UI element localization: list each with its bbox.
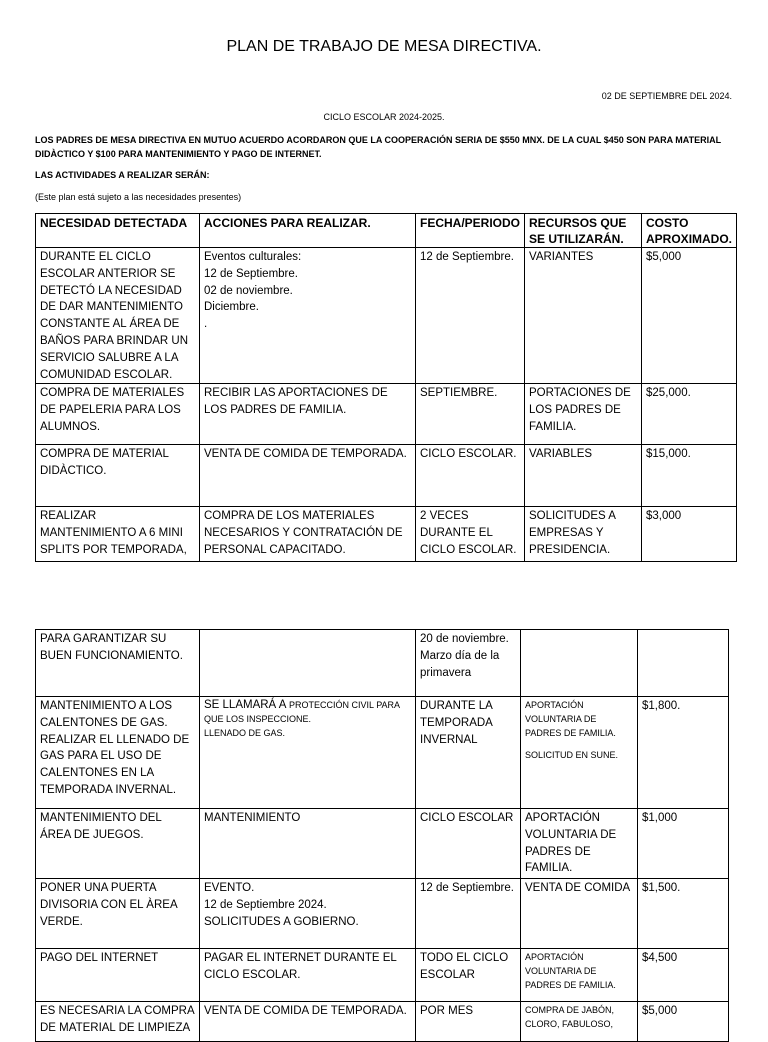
need-cell: MANTENIMIENTO DEL ÁREA DE JUEGOS. xyxy=(36,809,200,879)
activities-table-1 xyxy=(35,213,737,562)
table-row xyxy=(36,949,729,1002)
actions-cell: VENTA DE COMIDA DE TEMPORADA. xyxy=(200,445,416,507)
table-row xyxy=(36,1002,729,1042)
table-row xyxy=(36,697,729,809)
page-title: PLAN DE TRABAJO DE MESA DIRECTIVA. xyxy=(226,38,542,55)
action-line: LLENADO DE GAS. xyxy=(204,728,286,738)
period-cell: POR MES xyxy=(416,1002,521,1042)
plan-note: (Este plan está sujeto a las necesidades presentes) xyxy=(35,192,242,202)
header-actions: ACCIONES PARA REALIZAR. xyxy=(200,214,416,248)
need-cell: PARA GARANTIZAR SU BUEN FUNCIONAMIENTO. xyxy=(36,630,200,697)
cost-cell: $3,000 xyxy=(642,507,737,562)
resources-cell: SOLICITUDES A EMPRESAS Y PRESIDENCIA. xyxy=(525,507,642,562)
resource-line: SOLICITUD EN SUNE. xyxy=(525,750,619,760)
need-cell: ES NECESARIA LA COMPRA DE MATERIAL DE LIMPIEZA xyxy=(36,1002,200,1042)
resources-cell: PORTACIONES DE LOS PADRES DE FAMILIA. xyxy=(525,384,642,445)
actions-cell: RECIBIR LAS APORTACIONES DE LOS PADRES DE FAMILIA. xyxy=(200,384,416,445)
action-line: 12 de Septiembre. xyxy=(204,267,298,280)
cost-cell: $5,000 xyxy=(638,1002,729,1042)
resources-cell: VARIABLES xyxy=(525,445,642,507)
resources-cell xyxy=(521,630,638,697)
table-row xyxy=(36,879,729,949)
resources-cell: VENTA DE COMIDA xyxy=(521,879,638,949)
action-line: 02 de noviembre. xyxy=(204,284,293,297)
need-cell: REALIZAR MANTENIMIENTO A 6 MINI SPLITS POR TEMPORADA, xyxy=(36,507,200,562)
cost-cell: $1,800. xyxy=(638,697,729,809)
spacer xyxy=(525,740,633,748)
action-line: EVENTO. xyxy=(204,882,255,894)
table-row xyxy=(36,248,737,384)
activities-table-2 xyxy=(35,629,729,1042)
action-line: SOLICITUDES A GOBIERNO. xyxy=(204,915,359,928)
period-cell: CICLO ESCOLAR xyxy=(416,809,521,879)
action-line: Diciembre. xyxy=(204,301,259,314)
table-row xyxy=(36,384,737,445)
need-cell: COMPRA DE MATERIAL DIDÀCTICO. xyxy=(36,445,200,507)
action-line: . xyxy=(204,318,208,331)
cost-cell: $25,000. xyxy=(642,384,737,445)
period-cell: SEPTIEMBRE. xyxy=(416,384,525,445)
action-line: Eventos culturales: xyxy=(204,251,302,263)
resource-line: APORTACIÓN VOLUNTARIA DE PADRES DE FAMILIA. xyxy=(525,700,616,738)
actions-cell xyxy=(200,697,416,809)
need-cell: DURANTE EL CICLO ESCOLAR ANTERIOR SE DETECTÓ LA NECESIDAD DE DAR MANTENIMIENTO CONSTANTE AL ÁREA DE BAÑOS PARA BRINDAR UN SERVICIO SALUBRE A LA COMUNIDAD ESCOLAR. xyxy=(36,248,200,384)
need-cell: PONER UNA PUERTA DIVISORIA CON EL ÀREA VERDE. xyxy=(36,879,200,949)
resources-cell: VARIANTES xyxy=(525,248,642,384)
cost-cell: $15,000. xyxy=(642,445,737,507)
actions-cell: COMPRA DE LOS MATERIALES NECESARIOS Y CONTRATACIÓN DE PERSONAL CAPACITADO. xyxy=(200,507,416,562)
actions-cell: VENTA DE COMIDA DE TEMPORADA. xyxy=(200,1002,416,1042)
period-cell: CICLO ESCOLAR. xyxy=(416,445,525,507)
header-cost: COSTO APROXIMADO. xyxy=(642,214,737,248)
cost-cell: $1,000 xyxy=(638,809,729,879)
header-resources: RECURSOS QUE SE UTILIZARÁN. xyxy=(525,214,642,248)
actions-cell: MANTENIMIENTO xyxy=(200,809,416,879)
actions-cell xyxy=(200,630,416,697)
cost-cell: $4,500 xyxy=(638,949,729,1002)
need-cell: PAGO DEL INTERNET xyxy=(36,949,200,1002)
header-need: NECESIDAD DETECTADA xyxy=(36,214,200,248)
need-cell: COMPRA DE MATERIALES DE PAPELERIA PARA LOS ALUMNOS. xyxy=(36,384,200,445)
action-prefix: SE LLAMARÁ A xyxy=(204,699,290,711)
header-period: FECHA/PERIODO xyxy=(416,214,525,248)
need-cell: MANTENIMIENTO A LOS CALENTONES DE GAS. REALIZAR EL LLENADO DE GAS PARA EL USO DE CALENTONES EN LA TEMPORADA INVERNAL. xyxy=(36,697,200,809)
actions-cell xyxy=(200,248,416,384)
intro-paragraph: LOS PADRES DE MESA DIRECTIVA EN MUTUO ACUERDO ACORDARON QUE LA COOPERACIÓN SERIA DE $550 MNX. DE LA CUAL $450 SON PARA MATERIAL DIDÀCTICO Y $100 PARA MANTENIMIENTO Y PAGO DE INTERNET. xyxy=(35,135,721,159)
resources-cell: APORTACIÓN VOLUNTARIA DE PADRES DE FAMILIA. xyxy=(521,949,638,1002)
document-date: 02 DE SEPTIEMBRE DEL 2024. xyxy=(601,91,732,101)
action-line: PROTECCIÓN CIVIL PARA QUE LOS INSPECCIONE. xyxy=(204,700,400,724)
table-row xyxy=(36,445,737,507)
period-cell: 12 de Septiembre. xyxy=(416,248,525,384)
table-row xyxy=(36,507,737,562)
school-cycle: CICLO ESCOLAR 2024-2025. xyxy=(323,112,445,122)
activities-heading: LAS ACTIVIDADES A REALIZAR SERÁN: xyxy=(35,170,210,180)
period-cell: 12 de Septiembre. xyxy=(416,879,521,949)
action-line: 12 de Septiembre 2024. xyxy=(204,898,327,911)
period-cell: DURANTE LA TEMPORADA INVERNAL xyxy=(416,697,521,809)
resources-cell: APORTACIÓN VOLUNTARIA DE PADRES DE FAMILIA. xyxy=(521,809,638,879)
actions-cell: PAGAR EL INTERNET DURANTE EL CICLO ESCOLAR. xyxy=(200,949,416,1002)
period-cell: 20 de noviembre. Marzo día de la primavera xyxy=(416,630,521,697)
table-row xyxy=(36,630,729,697)
cost-cell xyxy=(638,630,729,697)
cost-cell: $1,500. xyxy=(638,879,729,949)
actions-cell xyxy=(200,879,416,949)
period-cell: TODO EL CICLO ESCOLAR xyxy=(416,949,521,1002)
resources-cell: COMPRA DE JABÓN, CLORO, FABULOSO, xyxy=(521,1002,638,1042)
cost-cell: $5,000 xyxy=(642,248,737,384)
resources-cell xyxy=(521,697,638,809)
table-header-row xyxy=(36,214,737,248)
table-row xyxy=(36,809,729,879)
period-cell: 2 VECES DURANTE EL CICLO ESCOLAR. xyxy=(416,507,525,562)
